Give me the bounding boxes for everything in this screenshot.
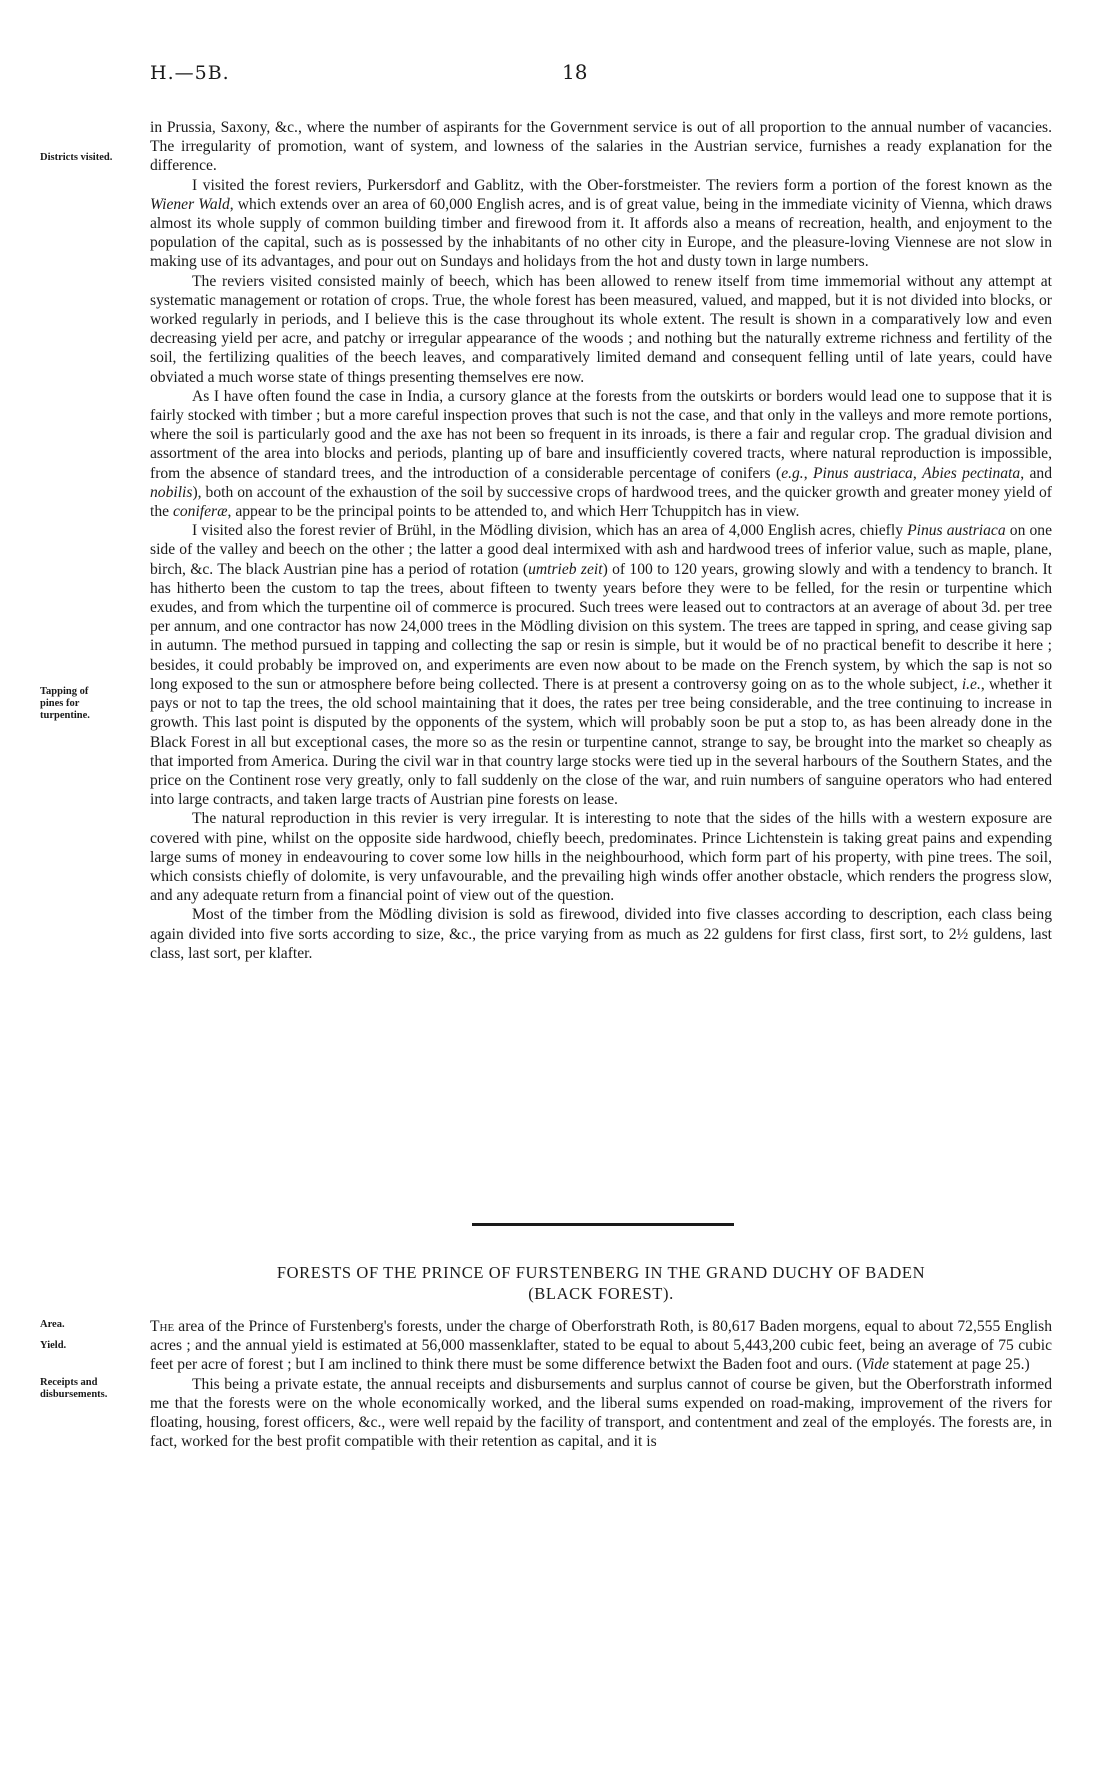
sidenote-area: Area. <box>40 1319 65 1330</box>
emphasis-ie: i.e. <box>961 675 981 693</box>
paragraph-text: on one side of the valley and beech on the other ; the latter a good deal intermixed with ash and hardwood trees of inferior value, such as maple, plane, birch, &c. The black Austrian pine has a period of rotation ( <box>150 522 1052 578</box>
paragraph-area-yield <box>150 1317 1052 1375</box>
page-number: 18 <box>562 60 588 84</box>
term-umtrieb-zeit: umtrieb zeit <box>528 560 603 578</box>
species-nobilis: nobilis <box>150 483 193 501</box>
paragraph-text: , appear to be the principal points to be attended to, and which Herr Tchuppitch has in view. <box>227 503 800 521</box>
paragraph-text: , <box>803 464 813 482</box>
sidenote-districts-visited: Districts visited. <box>40 152 113 163</box>
paragraph-text: , and <box>1020 464 1053 482</box>
paragraph-modling-timber: Most of the timber from the Mödling division is sold as firewood, divided into five classes according to description, each class being again divided into five sorts according to size, &c., the price varying from as much as 22 guldens for first class, first sort, to 2½ guldens, last class, last sort, per klafter. <box>150 906 1052 962</box>
emphasis-eg: e.g. <box>781 464 804 482</box>
emphasis-vide: Vide <box>861 1356 890 1374</box>
paragraph-prussia: in Prussia, Saxony, &c., where the number of aspirants for the Government service is out of all proportion to the annual number of vacancies. The irregularity of promotion, want of system, and lowness of the salaries in the Austrian service, furnishes a ready explanation for the difference. <box>150 119 1052 175</box>
paragraph-bruhl-revier <box>150 521 1052 809</box>
paragraph-text: area of the Prince of Furstenberg's forests, under the charge of Oberforstrath Roth, is 80,617 Baden morgens, equal to about 72,555 English acres ; and the annual yield is estimated at 56,000 massenklafter, stated to be equal to about 5,443,200 cubic feet, being an average of 75 cubic feet per acre of forest ; but I am inclined to think there must be some difference betwixt the Baden foot and ours. ( <box>150 1318 1052 1374</box>
section-title-line1: FORESTS OF THE PRINCE OF FURSTENBERG IN THE GRAND DUCHY OF BADEN <box>276 1263 926 1282</box>
paragraph-receipts: This being a private estate, the annual receipts and disbursements and surplus cannot of course be given, but the Oberforstrath informed me that the forests were on the whole economically worked, and the liberal sums expended on road-making, improvement of the rivers for floating, housing, forest officers, &c., were well repaid by the facility of transport, and contentment and zeal of the employés. The forests are, in fact, worked for the best profit compatible with their retention as capital, and it is <box>150 1375 1052 1451</box>
paragraph-text: , <box>912 464 923 482</box>
section-title <box>150 1262 1052 1304</box>
sidenote-tapping-pines: Tapping of pines for turpentine. <box>40 686 90 721</box>
section-title-line2: (BLACK FOREST). <box>528 1284 674 1303</box>
emphasis-wiener-wald: Wiener Wald <box>150 195 230 213</box>
paragraph-districts-visited <box>150 176 1052 272</box>
section-divider <box>472 1223 734 1226</box>
paragraph-text: , whether it pays or not to tap the trees, the old school maintaining that it does, the rates per tree being considerable, and the tree continuing to increase in growth. This last point is disputed by the opponents of the system, which will probably soon be put a stop to, as has been already done in the Black Forest in all but exceptional cases, the more so as the resin or turpentine cannot, strange to say, be brought into the market so cheaply as that imported from America. During the civil war in that country large stocks were tied up in the several harbours of the Southern States, and the price on the Continent rose very greatly, only to fall suddenly on the close of the war, and ruin numbers of sanguine operators who had entered into large contracts, and taken large tracts of Austrian pine forests on lease. <box>150 675 1052 809</box>
paragraph-text: ), both on account of the exhaustion of the soil by successive crops of hardwood trees, and the quicker growth and greater money yield of the <box>150 483 1052 521</box>
paragraph-text: , which extends over an area of 60,000 English acres, and is of great value, being in the immediate vicinity of Vienna, which draws almost its whole supply of common building timber and firewood from it. It affords also a means of recreation, health, and enjoyment to the population of the capital, such as is possessed by the inhabitants of no other city in Europe, and the pleasure-loving Viennese are not slow in making use of its advantages, and pour out on Sundays and holidays from the hot and dusty town in large numbers. <box>150 195 1052 271</box>
species-pinus-austriaca: Pinus austriaca <box>907 522 1006 540</box>
main-text-block <box>150 118 1052 963</box>
paragraph-text: statement at page 25.) <box>889 1356 1030 1374</box>
section-text-block <box>150 1317 1052 1451</box>
paragraph-text: I visited the forest reviers, Purkersdorf and Gablitz, with the Ober-forstmeister. The reviers form a portion of the forest known as the <box>192 176 1052 194</box>
paragraph-text: As I have often found the case in India, a cursory glance at the forests from the outskirts or borders would lead one to suppose that it is fairly stocked with timber ; but a more careful inspection proves that such is not the case, and that only in the valleys and more remote portions, where the soil is particularly good and the axe has not been so frequent in its inroads, is there a fair and regular crop. The gradual division and assortment of the area into blocks and periods, planting up of bare and insufficiently covered tracts, where natural reproduction is impossible, from the absence of standard trees, and the introduction of a considerable percentage of conifers ( <box>150 387 1052 482</box>
species-pinus-austriaca: Pinus austriaca <box>813 464 913 482</box>
species-abies-pectinata: Abies pectinata <box>922 464 1021 482</box>
sidenote-receipts-disbursements: Receipts and disbursements. <box>40 1377 108 1400</box>
paragraph-reviers-beech: The reviers visited consisted mainly of beech, which has been allowed to renew itself from time immemorial without any attempt at systematic management or rotation of crops. True, the whole forest has been measured, valued, and mapped, but it is not divided into blocks, or worked regularly in periods, and I believe this is the case throughout its whole extent. The result is shown in a comparatively low and even decreasing yield per acre, and patchy or irregular appearance of the woods ; and nothing but the naturally extreme richness and fertility of the soil, the fertilizing qualities of the beech leaves, and comparatively limited demand and consequent felling until of late years, could have obviated a much worse state of things presenting themselves ere now. <box>150 272 1052 386</box>
sidenote-yield: Yield. <box>40 1340 67 1351</box>
paragraph-text: I visited also the forest revier of Brühl, in the Mödling division, which has an area of 4,000 English acres, chiefly <box>192 522 908 540</box>
term-coniferae: coniferæ <box>172 503 228 521</box>
paragraph-natural-reproduction: The natural reproduction in this revier is very irregular. It is interesting to note that the sides of the hills with a western exposure are covered with pine, whilst on the opposite side hardwood, chiefly beech, predominates. Prince Lichtenstein is taking great pains and expending large sums of money in endeavouring to cover some low hills in the neighbourhood, which form part of his property, with pine trees. The soil, which consists chiefly of dolomite, is very unfavourable, and the prevailing high winds offer another obstacle, which renders the progress slow, and any adequate return from a financial point of view out of the question. <box>150 810 1052 905</box>
lead-word: The <box>150 1318 175 1335</box>
paragraph-india-comparison <box>150 387 1052 521</box>
document-reference: H.—5B. <box>150 62 230 84</box>
paragraph-text: ) of 100 to 120 years, growing slowly and with a tendency to branch. It has hitherto been the custom to tap the trees, about fifteen to twenty years before they were to be felled, for the resin or turpentine which exudes, and from which the turpentine oil of commerce is procured. Such trees were leased out to contractors at an average of about 3d. per tree per annum, and one contractor has now 24,000 trees in the Mödling division on this system. The trees are tapped in spring, and cease giving sap in autumn. The method pursued in tapping and collecting the sap or resin is simple, but it would be of no practical benefit to describe it here ; besides, it could probably be improved on, and experiments are even now about to be made on the French system, by which the sap is not so long exposed to the sun or atmosphere before being collected. There is at present a controversy going on as to the whole subject, <box>150 560 1052 693</box>
